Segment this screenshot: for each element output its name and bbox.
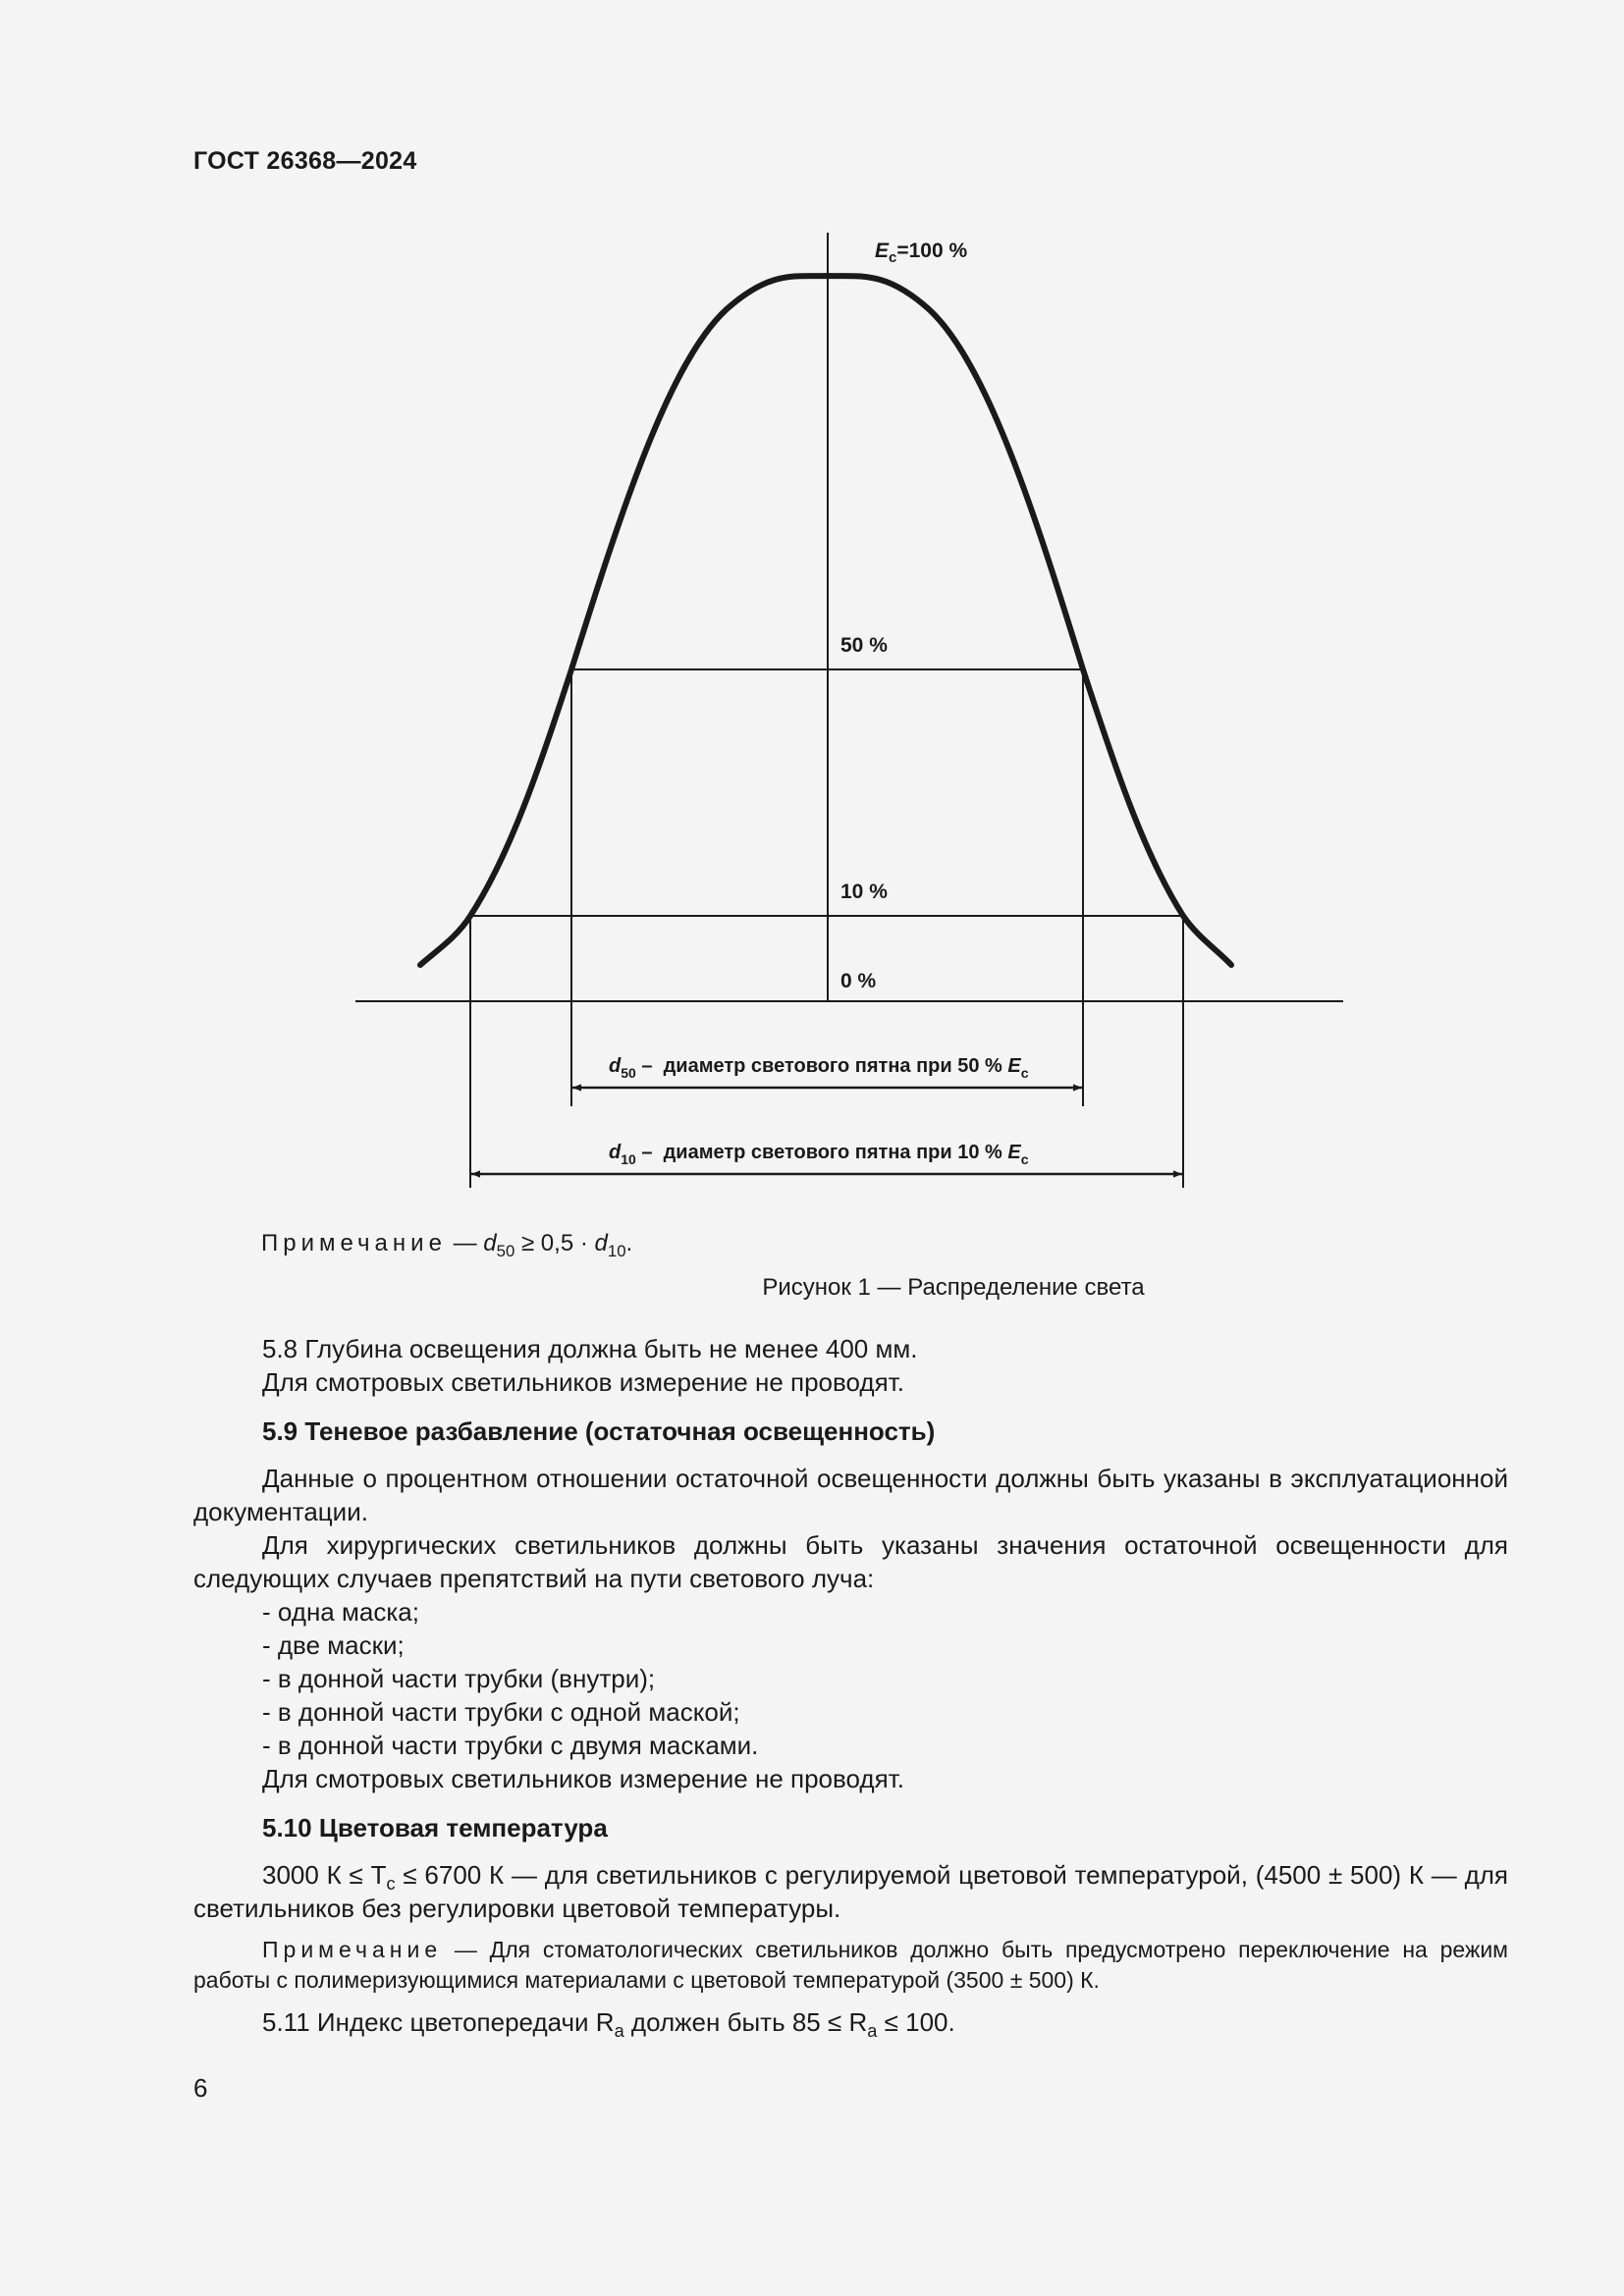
page-number: 6 — [193, 2073, 208, 2103]
heading-5-9: 5.9 Теневое разбавление (остаточная освещенность) — [262, 1416, 936, 1446]
level-50-label: 50 % — [840, 634, 888, 657]
level-0-label: 0 % — [840, 970, 877, 992]
document-body — [193, 1332, 1508, 2039]
distribution-curve — [420, 276, 1231, 965]
ec-100-label: $E_с=100$ % — [875, 240, 968, 266]
figure-note: Примечание — $d_{50} \ge 0,5 \cdot d_{10}$. — [261, 1230, 633, 1260]
list-item: - в донной части трубки с двумя масками. — [262, 1731, 759, 1760]
list-item: - две маски; — [262, 1630, 405, 1660]
para-5-9-3: Для смотровых светильников измерение не проводят. — [262, 1764, 904, 1793]
para-5-10: 3000 $К \le T_с \le 6700$ К — для светильников с регулируемой цветовой температурой, (4500 ± 500) К — для светильников без регулировки цветовой температуры. — [193, 1860, 1509, 1923]
level-10-label: 10 % — [840, 881, 888, 903]
list-item: - в донной части трубки с одной маской; — [262, 1697, 740, 1727]
note-label: Примечание — [261, 1230, 447, 1256]
para-5-11: 5.11 Индекс цветопередачи $R_a$ должен быть $85 \le R_a \le 100$. — [262, 2007, 955, 2041]
para-5-10-note: Примечание — Для стоматологических светильников должно быть предусмотрено переключение на режим работы с полимеризующимися материалами с цветовой температурой (3500 ± 500) К. — [193, 1937, 1508, 1993]
list-item: - в донной части трубки (внутри); — [262, 1664, 656, 1693]
d10-label: $d_{10}$ – диаметр светового пятна при 10 % $E_с$ — [609, 1142, 1029, 1167]
para-5-9-1: Данные о процентном отношении остаточной освещенности должны быть указаны в эксплуатационной документации. — [193, 1464, 1508, 1526]
para-5-8: 5.8 Глубина освещения должна быть не менее 400 мм. — [262, 1334, 918, 1363]
document-header: ГОСТ 26368—2024 — [193, 147, 417, 175]
list-item: - одна маска; — [262, 1597, 419, 1627]
d50-label: $d_{50}$ – диаметр светового пятна при 50 % $E_с$ — [609, 1055, 1029, 1081]
heading-5-10: 5.10 Цветовая температура — [262, 1813, 608, 1842]
figure-caption: Рисунок 1 — Распределение света — [762, 1274, 1145, 1301]
para-5-8-note: Для смотровых светильников измерение не проводят. — [262, 1367, 904, 1397]
para-5-9-2: Для хирургических светильников должны быть указаны значения остаточной освещенности для следующих случаев препятствий на пути светового луча: — [193, 1530, 1508, 1593]
